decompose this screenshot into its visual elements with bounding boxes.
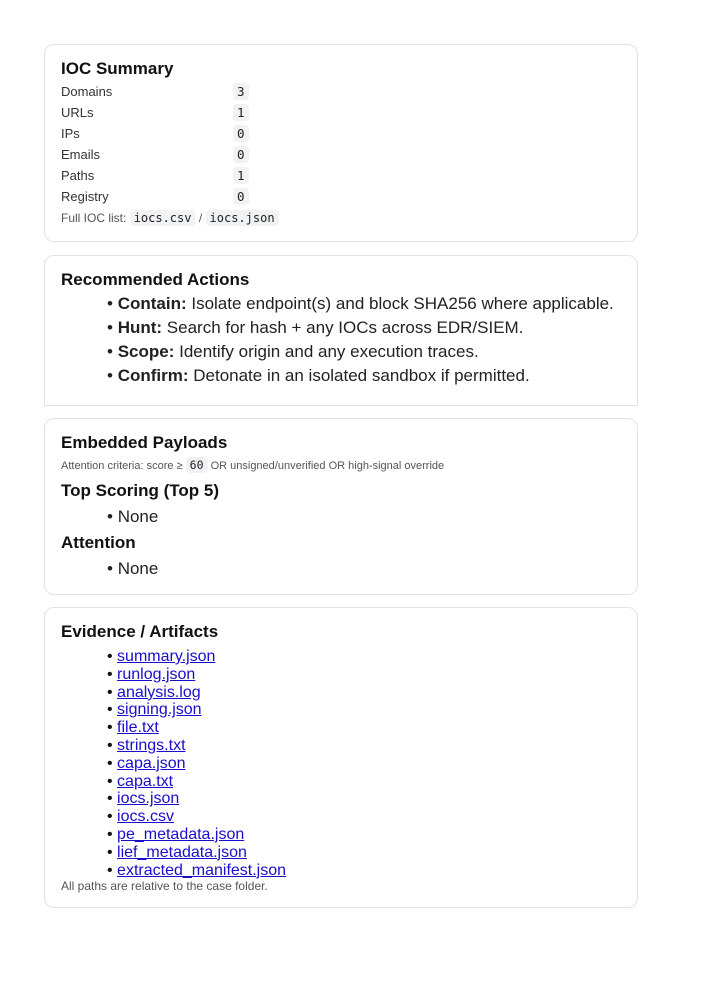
action-text: Search for hash + any IOCs across EDR/SIEM.: [162, 318, 524, 337]
artifact-link-capa-txt[interactable]: capa.txt: [117, 772, 174, 790]
artifact-item: [107, 844, 621, 862]
ioc-label: Emails: [61, 147, 101, 162]
ioc-count: 0: [233, 188, 249, 205]
artifact-item: [107, 737, 621, 755]
ioc-label: Domains: [61, 84, 113, 99]
ioc-label: URLs: [61, 105, 94, 120]
artifact-item: [107, 701, 621, 719]
ioc-label: IPs: [61, 126, 80, 141]
artifact-list: [61, 648, 621, 879]
iocs-csv-ref: iocs.csv: [130, 210, 196, 226]
action-item: [107, 340, 621, 364]
embedded-payloads-title: Embedded Payloads: [61, 433, 228, 452]
ioc-count: 0: [233, 146, 249, 163]
action-label: Hunt:: [117, 318, 163, 337]
artifact-link-signing-json[interactable]: signing.json: [117, 701, 202, 719]
artifact-item: [107, 826, 621, 844]
artifact-link-summary-json[interactable]: summary.json: [117, 648, 216, 665]
artifact-link-extracted-manifest-json[interactable]: extracted_manifest.json: [117, 861, 287, 879]
evidence-artifacts-card: [44, 607, 638, 908]
attention-title: Attention: [61, 533, 136, 552]
artifact-link-strings-txt[interactable]: strings.txt: [117, 736, 186, 754]
ioc-row-registry: [61, 186, 621, 207]
paths-footnote: All paths are relative to the case folder.: [61, 879, 268, 894]
recommended-actions-title: Recommended Actions: [61, 270, 250, 289]
ioc-row-urls: [61, 102, 621, 123]
artifact-link-runlog-json[interactable]: runlog.json: [117, 665, 196, 683]
evidence-title: Evidence / Artifacts: [61, 622, 219, 641]
artifact-item: [107, 773, 621, 791]
ioc-row-emails: [61, 144, 621, 165]
actions-list: [61, 292, 621, 388]
attention-list: [61, 557, 621, 581]
ioc-count: 1: [233, 167, 249, 184]
artifact-link-iocs-csv[interactable]: iocs.csv: [117, 808, 174, 826]
action-label: Scope:: [117, 342, 175, 361]
action-text: Detonate in an isolated sandbox if permitted.: [188, 366, 530, 385]
artifact-link-pe-metadata-json[interactable]: pe_metadata.json: [117, 825, 245, 843]
artifact-item: [107, 755, 621, 773]
criteria-suffix: OR unsigned/unverified OR high-signal override: [210, 460, 445, 472]
full-ioc-list-label: Full IOC list:: [61, 211, 127, 225]
ioc-summary-title: IOC Summary: [61, 59, 174, 78]
action-text: Identify origin and any execution traces.: [174, 342, 479, 361]
artifact-item: [107, 666, 621, 684]
artifact-link-capa-json[interactable]: capa.json: [117, 754, 186, 772]
recommended-actions-card: [44, 255, 638, 406]
action-label: Confirm:: [117, 366, 189, 385]
top-scoring-list: [61, 505, 621, 529]
action-item: [107, 316, 621, 340]
artifact-link-lief-metadata-json[interactable]: lief_metadata.json: [117, 843, 247, 861]
embedded-payloads-card: [44, 418, 638, 595]
artifact-item: [107, 808, 621, 826]
criteria-prefix: Attention criteria: score ≥: [61, 460, 183, 472]
ioc-count: 3: [233, 83, 249, 100]
action-item: [107, 292, 621, 316]
top-scoring-title: Top Scoring (Top 5): [61, 481, 220, 500]
action-item: [107, 364, 621, 388]
action-text: Isolate endpoint(s) and block SHA256 where applicable.: [186, 294, 614, 313]
artifact-item: [107, 719, 621, 737]
ioc-count: 0: [233, 125, 249, 142]
attention-item: • None: [107, 557, 621, 581]
ioc-count: 1: [233, 104, 249, 121]
ioc-row-paths: [61, 165, 621, 186]
criteria-score: 60: [186, 457, 208, 473]
artifact-link-iocs-json[interactable]: iocs.json: [117, 790, 180, 808]
iocs-json-ref: iocs.json: [206, 210, 279, 226]
ioc-row-ips: [61, 123, 621, 144]
action-label: Contain:: [117, 294, 187, 313]
full-ioc-list: [61, 209, 621, 227]
ioc-label: Registry: [61, 189, 109, 204]
artifact-item: [107, 648, 621, 666]
separator: /: [198, 211, 203, 225]
artifact-item: [107, 862, 621, 880]
top-scoring-item: • None: [107, 505, 621, 529]
ioc-summary-card: [44, 44, 638, 242]
ioc-summary-table: [61, 81, 621, 207]
ioc-row-domains: [61, 81, 621, 102]
ioc-label: Paths: [61, 168, 95, 183]
artifact-link-file-txt[interactable]: file.txt: [117, 719, 159, 737]
artifact-item: [107, 684, 621, 702]
artifact-link-analysis-log[interactable]: analysis.log: [117, 683, 201, 701]
artifact-item: [107, 790, 621, 808]
attention-criteria: [61, 457, 621, 475]
